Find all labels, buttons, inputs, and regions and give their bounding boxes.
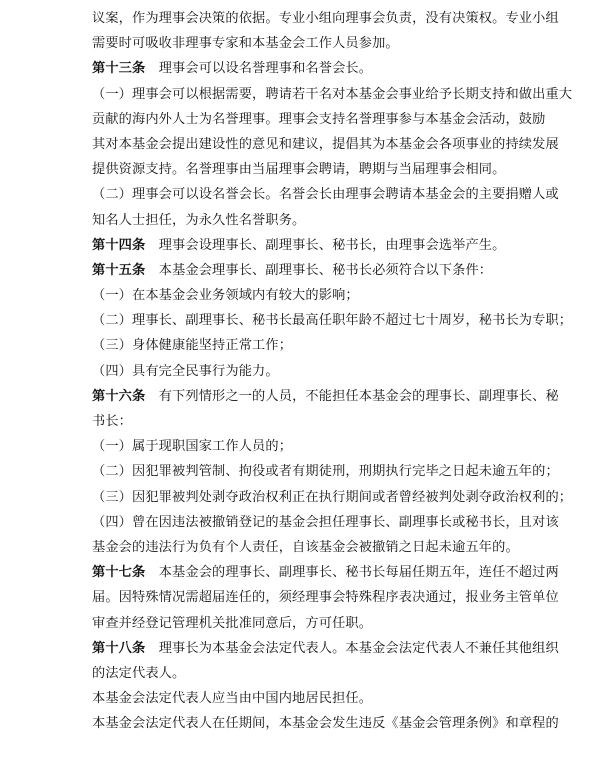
document-line [92,208,524,233]
article-heading: 第十八条 [92,640,146,656]
document-line [92,157,524,182]
document-line [92,308,573,333]
line-text: 审查并经登记管理机关批准同意后，方可任职。 [92,615,373,631]
line-text: （三）因犯罪被判处剥夺政治权利正在执行期间或者曾经被判处剥夺政治权利的； [92,489,573,505]
document-line [92,82,573,107]
document-line [92,132,559,157]
line-text: 贡献的海内外人士为名誉理事。理事会支持名誉理事参与本基金会活动，鼓励 [92,111,546,127]
line-text: （三）身体健康能坚持正常工作； [92,338,293,354]
document-line [92,661,524,686]
line-text: 有下列情形之一的人员，不能担任本基金会的理事长、副理事长、秘 [145,388,559,404]
line-text: 理事会设理事长、副理事长、秘书长，由理事会选举产生。 [145,237,506,253]
document-line [92,636,559,661]
line-text: （二）因犯罪被判管制、拘役或者有期徒刑，刑期执行完毕之日起未逾五年的； [92,464,559,480]
document-line [92,107,546,132]
document-line [92,233,524,258]
document-line [92,611,524,636]
article-heading: 第十六条 [92,388,146,404]
line-text: 其对本基金会提出建设性的意见和建议，提倡其为本基金会各项事业的持续发展 [92,136,559,152]
document-line [92,359,524,384]
line-text: （一）属于现职国家工作人员的； [92,439,293,455]
document-line [92,485,573,510]
document-line [92,510,559,535]
line-text: （四）具有完全民事行为能力。 [92,363,279,379]
line-text: （一）理事会可以根据需要，聘请若干名对本基金会事业给予长期支持和做出重大 [92,86,573,102]
line-text: 本基金会理事长、副理事长、秘书长必须符合以下条件： [145,262,493,278]
line-text: 本基金会法定代表人应当由中国内地居民担任。 [92,691,373,707]
line-text: 基金会的违法行为负有个人责任，自该基金会被撤销之日起未逾五年的。 [92,539,519,555]
line-text: 需要时可吸收非理事专家和本基金会工作人员参加。 [92,36,399,52]
article-heading: 第十五条 [92,262,146,278]
document-line [92,31,524,56]
document-line [92,459,559,484]
article-heading: 第十四条 [92,237,146,253]
line-text: 理事会可以设名誉理事和名誉会长。 [145,61,373,77]
document-line [92,585,559,610]
line-text: 届。因特殊情况需超届连任的，须经理事会特殊程序表决通过，报业务主管单位 [92,590,559,606]
line-text: 议案，作为理事会决策的依据。专业小组向理事会负责，没有决策权。专业小组 [92,11,559,26]
line-text: （四）曾在因违法被撤销登记的基金会担任理事长、副理事长或秘书长，且对该 [92,514,559,530]
document-line [92,258,524,283]
document-line [92,182,559,207]
document-page [92,6,573,736]
document-line [92,535,524,560]
document-line [92,6,559,31]
line-text: 的法定代表人。 [92,665,186,681]
document-line [92,686,524,711]
document-line [92,384,559,409]
document-line [92,283,524,308]
document-line [92,434,524,459]
line-text: 本基金会的理事长、副理事长、秘书长每届任期五年，连任不超过两 [145,565,559,581]
document-line [92,409,524,434]
line-text: 理事长为本基金会法定代表人。本基金会法定代表人不兼任其他组织 [145,640,559,656]
document-line [92,333,524,358]
line-text: （二）理事会可以设名誉会长。名誉会长由理事会聘请本基金会的主要捐赠人或 [92,187,559,203]
document-line [92,560,559,585]
line-text: （二）理事长、副理事长、秘书长最高任职年龄不超过七十周岁，秘书长为专职； [92,313,573,329]
article-heading: 第十三条 [92,61,146,77]
article-heading: 第十七条 [92,565,146,581]
document-line [92,56,524,81]
document-line [92,711,559,736]
line-text: 提供资源支持。名誉理事由当届理事会聘请，聘期与当届理事会相同。 [92,162,506,178]
line-text: 本基金会法定代表人在任期间，本基金会发生违反《基金会管理条例》和章程的 [92,716,559,732]
line-text: 知名人士担任，为永久性名誉职务。 [92,212,306,228]
line-text: 书长： [92,414,133,429]
line-text: （一）在本基金会业务领域内有较大的影响； [92,288,359,304]
